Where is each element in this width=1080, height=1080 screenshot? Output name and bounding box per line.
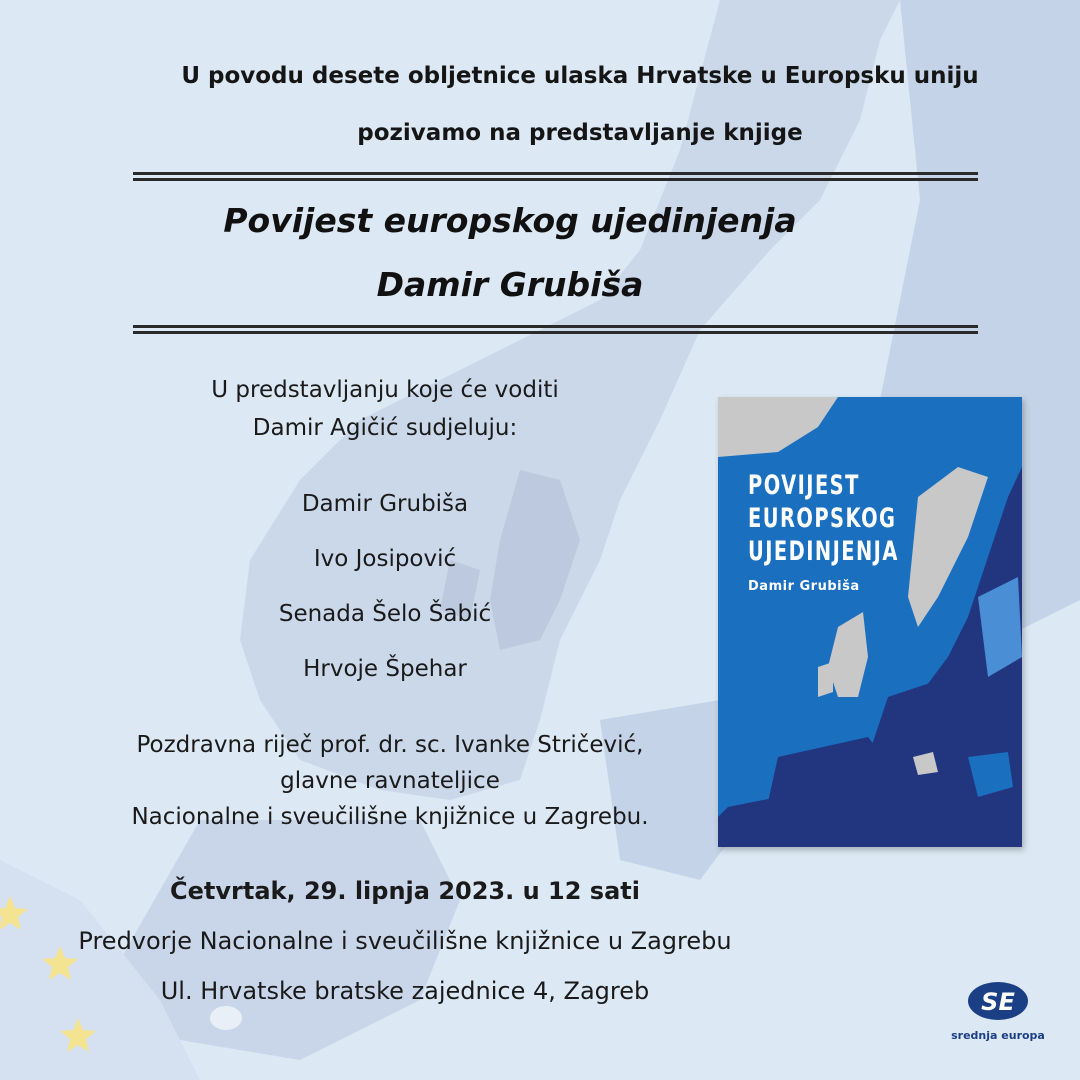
book-cover-map (718, 397, 1022, 847)
book-title: Povijest europskog ujedinjenja (223, 201, 797, 240)
cover-title (748, 469, 899, 568)
srednja-europa-logo (943, 980, 1053, 1042)
se-logo-icon (966, 980, 1030, 1022)
greeting-line-2: glavne ravnateljice (280, 768, 500, 794)
greeting-line-3: Nacionalne i sveučilišne knjižnice u Zagrebu. (131, 804, 649, 830)
se-logo-mark: SE (981, 988, 1015, 1016)
event-address: Ul. Hrvatske bratske zajednice 4, Zagreb (160, 977, 650, 1005)
participant-4: Hrvoje Špehar (303, 656, 467, 682)
moderator-line-2: Damir Agičić sudjeluju: (252, 415, 518, 441)
participant-1: Damir Grubiša (301, 491, 469, 517)
book-heading (0, 189, 1050, 317)
logo-name: srednja europa (951, 1029, 1045, 1042)
event-details (5, 866, 805, 1016)
cover-author: Damir Grubiša (748, 579, 860, 594)
cover-title-line-1: POVIJEST (748, 470, 860, 501)
participant-3: Senada Šelo Šabić (278, 601, 492, 627)
book-cover (718, 397, 1022, 847)
greeting-line-1: Pozdravna riječ prof. dr. sc. Ivanke Stričević, (136, 732, 644, 758)
intro-line-2: pozivamo na predstavljanje knjige (357, 120, 803, 146)
bottom-divider (133, 325, 978, 334)
event-date: Četvrtak, 29. lipnja 2023. u 12 sati (170, 877, 640, 905)
greeting-text (90, 727, 690, 835)
participant-2: Ivo Josipović (313, 546, 457, 572)
moderator-line-1: U predstavljanju koje će voditi (211, 377, 559, 403)
intro-text (40, 48, 1080, 162)
cover-title-line-2: EUROPSKOG (748, 503, 897, 534)
top-divider (133, 172, 978, 181)
moderator-text (85, 371, 685, 447)
participants-list (85, 477, 685, 697)
book-author: Damir Grubiša (376, 265, 644, 304)
intro-line-1: U povodu desete obljetnice ulaska Hrvatske u Europsku uniju (181, 63, 979, 89)
event-venue: Predvorje Nacionalne i sveučilišne knjižnice u Zagrebu (78, 927, 732, 955)
cover-title-line-3: UJEDINJENJA (748, 536, 899, 567)
